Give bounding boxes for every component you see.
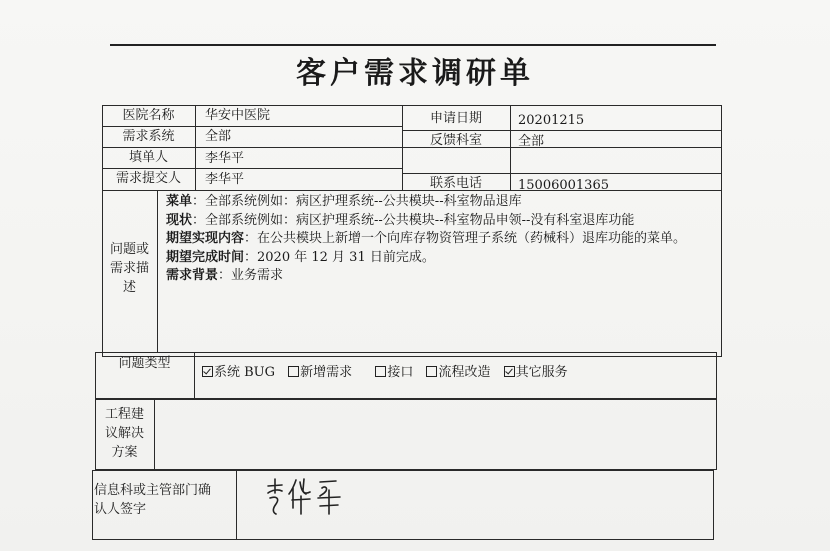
description-key: 现状: [166, 212, 193, 228]
option-label: 接口: [387, 365, 414, 380]
submitter-value: 李华平: [205, 172, 245, 187]
phone-value: 15006001365: [518, 178, 609, 193]
option-new-requirement[interactable]: [288, 361, 352, 380]
grid-line: [402, 173, 722, 174]
filler-value: 李华平: [205, 151, 245, 166]
hospital-name-value: 华安中医院: [205, 108, 271, 123]
description-key: 期望完成时间: [166, 249, 245, 265]
apply-date-value: 20201215: [518, 113, 585, 128]
description-row: [166, 230, 686, 249]
description-row: [166, 212, 686, 231]
grid-line: [102, 126, 402, 127]
option-other-service[interactable]: [504, 361, 568, 380]
checkbox-unchecked-icon[interactable]: [288, 366, 299, 377]
handwritten-signature: [262, 476, 352, 518]
description-row: [166, 193, 686, 212]
description-text: ：2020 年 12 月 31 日前完成。: [244, 249, 435, 265]
apply-date-label: 申请日期: [429, 111, 482, 126]
description-key: 需求背景: [166, 268, 219, 283]
option-label: 新增需求: [300, 365, 353, 380]
option-bug[interactable]: [202, 361, 275, 380]
issue-type-label: 问题类型: [118, 356, 171, 371]
confirm-label-line: 信息科或主管部门确: [94, 483, 212, 498]
description-text: ：全部系统例如：病区护理系统--公共模块--科室物品退库: [192, 194, 522, 209]
description-label: [102, 240, 157, 297]
checkbox-unchecked-icon[interactable]: [375, 366, 386, 377]
grid-line: [194, 352, 195, 399]
confirm-label-line: 认人签字: [94, 502, 147, 517]
grid-line: [157, 190, 158, 352]
grid-line: [402, 130, 722, 131]
engineering-table: [95, 399, 717, 470]
req-system-value: 全部: [205, 129, 232, 144]
option-label: 流程改造: [438, 365, 491, 380]
option-process[interactable]: [426, 361, 490, 380]
description-label-line: 述: [122, 280, 136, 295]
engineering-label-line: 方案: [111, 445, 138, 460]
option-label: 系统 BUG: [214, 365, 276, 380]
engineering-label-line: 工程建: [104, 407, 144, 422]
description-content: [166, 193, 686, 286]
description-key: 菜单: [166, 194, 193, 209]
description-text: ：在公共模块上新增一个向库存物资管理子系统（药械科）退库功能的菜单。: [244, 231, 687, 246]
description-row: [166, 249, 686, 268]
form-title: 客户需求调研单: [296, 56, 534, 91]
req-system-label: 需求系统: [122, 129, 175, 144]
filler-label: 填单人: [128, 150, 168, 165]
description-row: [166, 267, 686, 286]
grid-line: [102, 168, 402, 169]
checkbox-checked-icon[interactable]: [504, 366, 515, 377]
engineering-label: [95, 405, 154, 462]
checkbox-unchecked-icon[interactable]: [426, 366, 437, 377]
description-text: ：全部系统例如：病区护理系统--公共模块--科室物品申领--没有科室退库功能: [192, 212, 635, 228]
description-text: ：业务需求: [218, 268, 284, 283]
option-interface[interactable]: [375, 361, 413, 380]
hospital-name-label: 医院名称: [122, 108, 175, 123]
phone-label: 联系电话: [429, 176, 482, 191]
feedback-dept-label: 反馈科室: [429, 133, 482, 148]
engineering-label-line: 议解决: [104, 426, 144, 441]
grid-line: [154, 399, 155, 470]
grid-line: [195, 105, 196, 190]
grid-line: [236, 470, 237, 540]
issue-type-options: [202, 361, 577, 380]
description-key: 期望实现内容: [166, 231, 245, 246]
description-label-line: 问题或: [109, 242, 149, 257]
confirm-label: [94, 481, 234, 519]
feedback-dept-value: 全部: [518, 134, 545, 149]
checkbox-checked-icon[interactable]: [202, 366, 213, 377]
grid-line: [510, 105, 511, 190]
description-label-line: 需求描: [109, 261, 149, 276]
submitter-label: 需求提交人: [115, 171, 181, 186]
option-label: 其它服务: [515, 365, 568, 380]
top-rule: [110, 44, 716, 46]
